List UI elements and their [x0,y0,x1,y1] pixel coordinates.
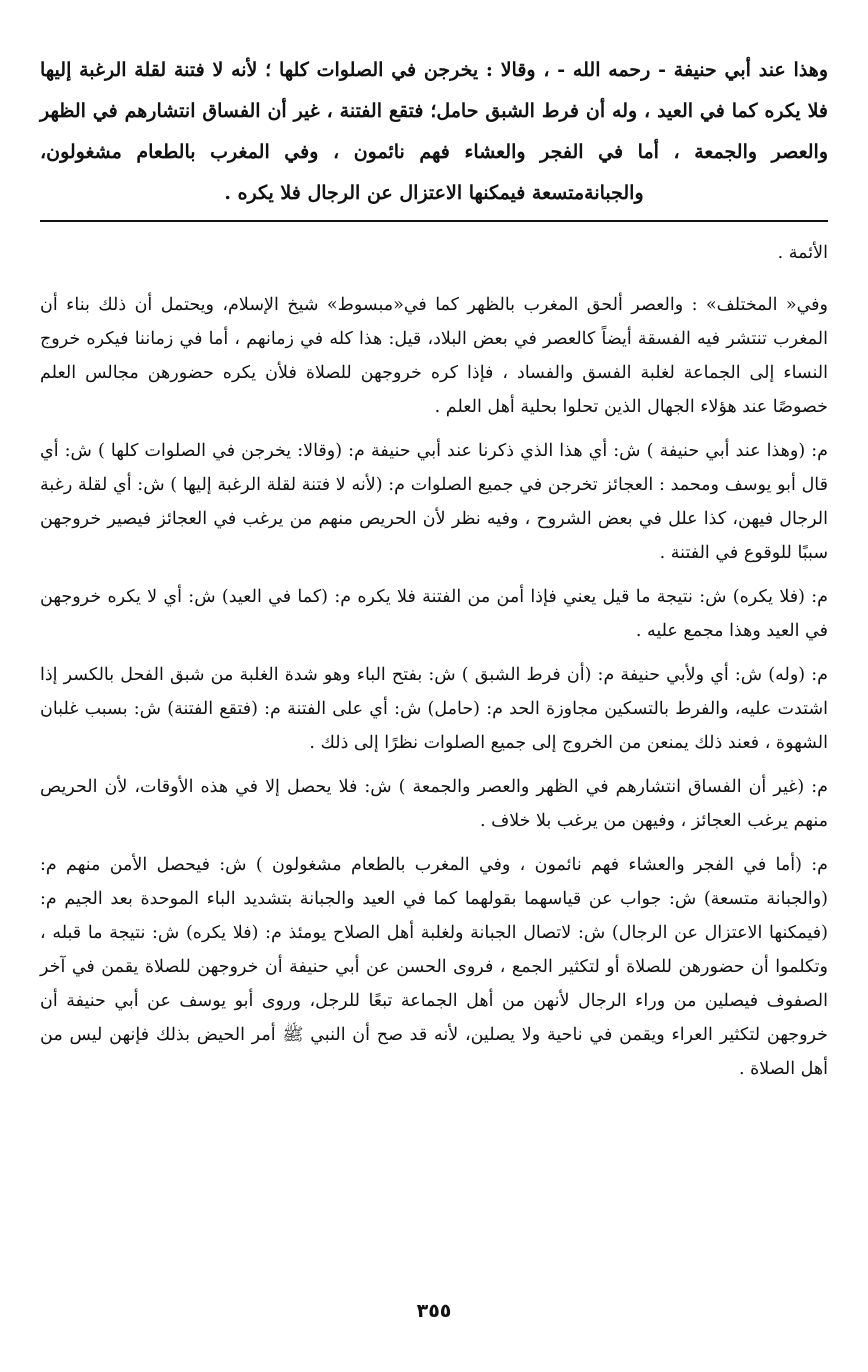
commentary-paragraph: م: (وله) ش: أي ولأبي حنيفة م: (أن فرط الشبق ) ش: بفتح الباء وهو شدة الغلبة من شبق الفحل بالكسر إذا اشتدت عليه، والفرط بالتسكين مجاوزة الحد م: (حامل) ش: أي على الفتنة م: (فتقع الفتنة) ش: بسبب غلبان الشهوة ، فعند ذلك يمنعن من الخروج إلى جميع الصلوات نظرًا إلى ذلك . [40,665,828,753]
commentary-paragraph: م: (فلا يكره) ش: نتيجة ما قيل يعني فإذا أمن من الفتنة فلا يكره م: (كما في العيد) ش: أي لا يكره خروجهن في العيد وهذا مجمع عليه . [40,587,828,641]
commentary-paragraph: الأئمة . [777,243,828,263]
page-number: ٣٥٥ [416,1300,452,1322]
page-body [40,50,828,1086]
separator-line [40,220,828,222]
commentary-paragraph: م: (وهذا عند أبي حنيفة ) ش: أي هذا الذي ذكرنا عند أبي حنيفة م: (وقالا: يخرجن في الصلوات كلها ) ش: أي قال أبو يوسف ومحمد : العجائز تخرجن في جميع الصلوات م: (لأنه لا فتنة لقلة الرغبة إليها ) ش: أي لقلة رغبة الرجال فيهن، كذا علل في بعض الشروح ، وفيه نظر لأن الحريص منهم من يرغب في العجائز فيصير خروجهن سببًا للوقوع في الفتنة . [40,441,828,563]
commentary-paragraph: وفي« المختلف» : والعصر ألحق المغرب بالظهر كما في«مبسوط» شيخ الإسلام، ويحتمل أن ذلك بناء أن المغرب تنتشر فيه الفسقة أيضاً كالعصر في بعض البلاد، قيل: هذا كله في زمانهم ، أما في زماننا فيكره خروج النساء إلى الجماعة لغلبة الفسق والفساد ، فإذا كره خروجهن للصلاة فلأن يكره حضورهن مجالس العلم خصوصًا عند هؤلاء الجهال الذين تحلوا بحلية أهل العلم . [40,295,828,417]
matn-text: وهذا عند أبي حنيفة - رحمه الله - ، وقالا : يخرجن في الصلوات كلها ؛ لأنه لا فتنة لقلة الرغبة إليها فلا يكره كما في العيد ، وله أن فرط الشبق حامل؛ فتقع الفتنة ، غير أن الفساق انتشارهم في الظهر والعصر والجمعة ، أما في الفجر والعشاء فهم نائمون ، وفي المغرب بالطعام مشغولون، والجبانةمتسعة فيمكنها الاعتزال عن الرجال فلا يكره . [40,59,828,204]
commentary-paragraph: م: (أما في الفجر والعشاء فهم نائمون ، وفي المغرب بالطعام مشغولون ) ش: فيحصل الأمن منهم م: (والجبانة متسعة) ش: جواب عن قياسهما بقولهما كما في العيد والجبانة بتشديد الباء الموحدة بعد الجيم م: (فيمكنها الاعتزال عن الرجال) ش: لاتصال الجبانة ولغلبة أهل الصلاح يومئذ م: (فلا يكره) ش: نتيجة ما قبله ، وتكلموا أن حضورهن للصلاة أو لتكثير الجمع ، فروى الحسن عن أبي حنيفة أن خروجهن للصلاة يقمن في آخر الصفوف فيصلين من وراء الرجال لأنهن من أهل الجماعة تبعًا للرجل، وروى أبو يوسف عن أبي حنيفة أن خروجهن لتكثير العراء ويقمن في ناحية ولا يصلين، لأنه قد صح أن النبي ﷺ أمر الحيض بذلك فإنهن ليس من أهل الصلاة . [40,855,828,1079]
commentary-paragraph: م: (غير أن الفساق انتشارهم في الظهر والعصر والجمعة ) ش: فلا يحصل إلا في هذه الأوقات، لأن الحريص منهم يرغب العجائز ، وفيهن من يرغب بلا خلاف . [40,777,828,831]
